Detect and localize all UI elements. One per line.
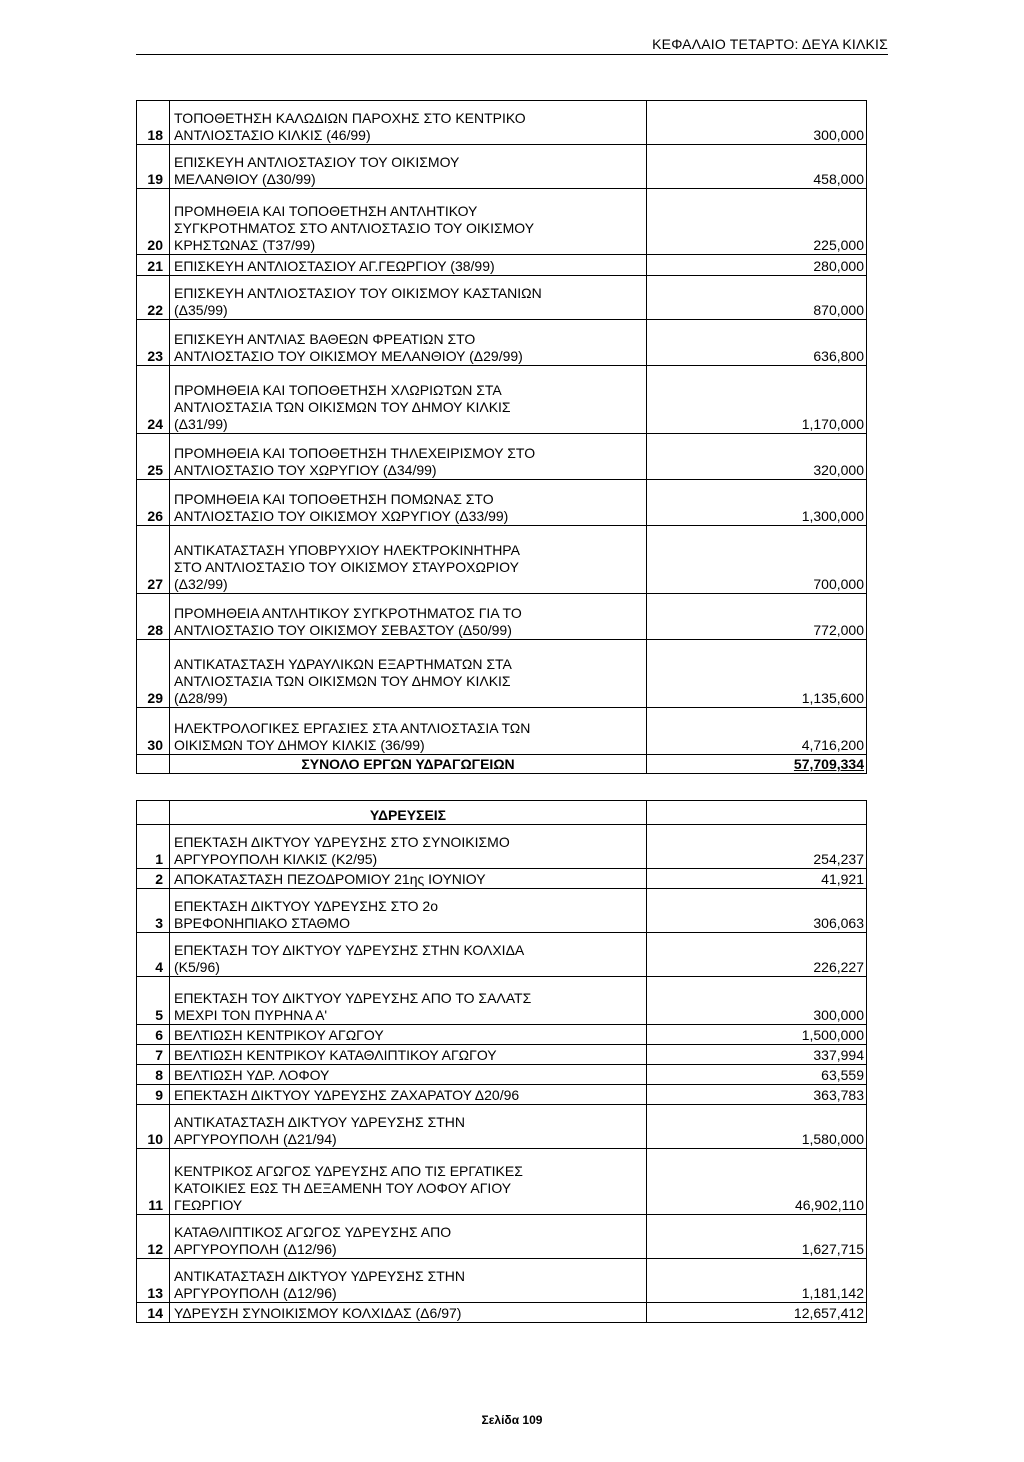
row-number: 24 [137,366,170,434]
row-number: 14 [137,1303,170,1323]
row-amount: 300,000 [647,977,867,1025]
row-number: 27 [137,526,170,594]
row-number: 21 [137,255,170,276]
table-row [137,189,867,255]
row-number: 4 [137,933,170,977]
row-amount: 772,000 [647,594,867,640]
row-number: 13 [137,1259,170,1303]
table-row [137,434,867,480]
row-number: 2 [137,869,170,889]
row-description: ΚΕΝΤΡΙΚΟΣ ΑΓΩΓΟΣ ΥΔΡΕΥΣΗΣ ΑΠΟ ΤΙΣ ΕΡΓΑΤΙΚΕΣ ΚΑΤΟΙΚΙΕΣ ΕΩΣ ΤΗ ΔΕΞΑΜΕΝΗ ΤΟΥ ΛΟΦΟΥ ΑΓΙΟΥ ΓΕΩΡΓΙΟΥ [170,1149,647,1215]
row-number: 30 [137,708,170,755]
row-number: 19 [137,145,170,189]
row-description: ΠΡΟΜΗΘΕΙΑ ΚΑΙ ΤΟΠΟΘΕΤΗΣΗ ΧΛΩΡΙΩΤΩΝ ΣΤΑ ΑΝΤΛΙΟΣΤΑΣΙΑ ΤΩΝ ΟΙΚΙΣΜΩΝ ΤΟΥ ΔΗΜΟΥ ΚΙΛΚΙΣ (Δ31/99) [170,366,647,434]
row-number: 3 [137,889,170,933]
table-row [137,977,867,1025]
table-row [137,869,867,889]
table-row [137,1105,867,1149]
row-amount: 1,500,000 [647,1025,867,1045]
row-description: ΕΠΙΣΚΕΥΗ ΑΝΤΛΙΑΣ ΒΑΘΕΩΝ ΦΡΕΑΤΙΩΝ ΣΤΟ ΑΝΤΛΙΟΣΤΑΣΙΟ ΤΟΥ ΟΙΚΙΣΜΟΥ ΜΕΛΑΝΘΙΟΥ (Δ29/99) [170,320,647,366]
table-row [137,825,867,869]
table-row [137,1259,867,1303]
chapter-header: ΚΕΦΑΛΑΙΟ ΤΕΤΑΡΤΟ: ΔΕΥΑ ΚΙΛΚΙΣ [652,36,888,52]
row-amount: 1,627,715 [647,1215,867,1259]
row-description: ΕΠΕΚΤΑΣΗ ΤΟΥ ΔΙΚΤΥΟΥ ΥΔΡΕΥΣΗΣ ΑΠΟ ΤΟ ΣΑΛΑΤΣ ΜΕΧΡΙ ΤΟΝ ΠΥΡΗΝΑ Α' [170,977,647,1025]
table-row [137,480,867,526]
row-description: ΠΡΟΜΗΘΕΙΑ ΑΝΤΛΗΤΙΚΟΥ ΣΥΓΚΡΟΤΗΜΑΤΟΣ ΓΙΑ ΤΟ ΑΝΤΛΙΟΣΤΑΣΙΟ ΤΟΥ ΟΙΚΙΣΜΟΥ ΣΕΒΑΣΤΟΥ (Δ50/99) [170,594,647,640]
table-row [137,640,867,708]
row-number: 11 [137,1149,170,1215]
row-description: ΗΛΕΚΤΡΟΛΟΓΙΚΕΣ ΕΡΓΑΣΙΕΣ ΣΤΑ ΑΝΤΛΙΟΣΤΑΣΙΑ ΤΩΝ ΟΙΚΙΣΜΩΝ ΤΟΥ ΔΗΜΟΥ ΚΙΛΚΙΣ (36/99) [170,708,647,755]
row-amount: 700,000 [647,526,867,594]
row-number: 29 [137,640,170,708]
table-row [137,1085,867,1105]
row-description: ΕΠΙΣΚΕΥΗ ΑΝΤΛΙΟΣΤΑΣΙΟΥ ΤΟΥ ΟΙΚΙΣΜΟΥ ΚΑΣΤΑΝΙΩΝ (Δ35/99) [170,276,647,320]
row-amount: 458,000 [647,145,867,189]
total-label: ΣΥΝΟΛΟ ΕΡΓΩΝ ΥΔΡΑΓΩΓΕΙΩΝ [170,755,647,774]
row-description: ΒΕΛΤΙΩΣΗ ΚΕΝΤΡΙΚΟΥ ΚΑΤΑΘΛΙΠΤΙΚΟΥ ΑΓΩΓΟΥ [170,1045,647,1065]
row-amount: 636,800 [647,320,867,366]
table-row [137,1065,867,1085]
row-amount: 225,000 [647,189,867,255]
row-description: ΑΝΤΙΚΑΤΑΣΤΑΣΗ ΥΠΟΒΡΥΧΙΟΥ ΗΛΕΚΤΡΟΚΙΝΗΤΗΡΑ ΣΤΟ ΑΝΤΛΙΟΣΤΑΣΙΟ ΤΟΥ ΟΙΚΙΣΜΟΥ ΣΤΑΥΡΟΧΩΡΙΟΥ (Δ32/99) [170,526,647,594]
section-amount-cell [647,801,867,825]
table-row [137,145,867,189]
row-description: ΤΟΠΟΘΕΤΗΣΗ ΚΑΛΩΔΙΩΝ ΠΑΡΟΧΗΣ ΣΤΟ ΚΕΝΤΡΙΚΟ ΑΝΤΛΙΟΣΤΑΣΙΟ ΚΙΛΚΙΣ (46/99) [170,101,647,145]
row-number: 28 [137,594,170,640]
row-amount: 337,994 [647,1045,867,1065]
row-description: ΥΔΡΕΥΣΗ ΣΥΝΟΙΚΙΣΜΟΥ ΚΟΛΧΙΔΑΣ (Δ6/97) [170,1303,647,1323]
row-number: 18 [137,101,170,145]
row-number: 23 [137,320,170,366]
header-rule [136,54,888,55]
row-amount: 1,580,000 [647,1105,867,1149]
row-amount: 41,921 [647,869,867,889]
row-description: ΑΝΤΙΚΑΤΑΣΤΑΣΗ ΔΙΚΤΥΟΥ ΥΔΡΕΥΣΗΣ ΣΤΗΝ ΑΡΓΥΡΟΥΠΟΛΗ (Δ12/96) [170,1259,647,1303]
row-description: ΕΠΙΣΚΕΥΗ ΑΝΤΛΙΟΣΤΑΣΙΟΥ ΤΟΥ ΟΙΚΙΣΜΟΥ ΜΕΛΑΝΘΙΟΥ (Δ30/99) [170,145,647,189]
section-title: ΥΔΡΕΥΣΕΙΣ [170,801,647,825]
table-row [137,101,867,145]
row-description: ΕΠΕΚΤΑΣΗ ΔΙΚΤΥΟΥ ΥΔΡΕΥΣΗΣ ΣΤΟ 2ο ΒΡΕΦΟΝΗΠΙΑΚΟ ΣΤΑΘΜΟ [170,889,647,933]
row-number: 8 [137,1065,170,1085]
water-supply-works-table [136,100,867,774]
total-row [137,755,867,774]
row-amount: 1,300,000 [647,480,867,526]
row-amount: 1,181,142 [647,1259,867,1303]
row-number: 12 [137,1215,170,1259]
table-row [137,933,867,977]
row-description: ΑΝΤΙΚΑΤΑΣΤΑΣΗ ΔΙΚΤΥΟΥ ΥΔΡΕΥΣΗΣ ΣΤΗΝ ΑΡΓΥΡΟΥΠΟΛΗ (Δ21/94) [170,1105,647,1149]
row-number: 5 [137,977,170,1025]
table-row [137,366,867,434]
row-amount: 363,783 [647,1085,867,1105]
water-networks-table [136,800,867,1323]
table-row [137,1045,867,1065]
row-amount: 226,227 [647,933,867,977]
row-amount: 1,170,000 [647,366,867,434]
table-row [137,255,867,276]
row-number: 10 [137,1105,170,1149]
table-row [137,526,867,594]
row-description: ΚΑΤΑΘΛΙΠΤΙΚΟΣ ΑΓΩΓΟΣ ΥΔΡΕΥΣΗΣ ΑΠΟ ΑΡΓΥΡΟΥΠΟΛΗ (Δ12/96) [170,1215,647,1259]
table-row [137,594,867,640]
row-description: ΑΠΟΚΑΤΑΣΤΑΣΗ ΠΕΖΟΔΡΟΜΙΟΥ 21ης ΙΟΥΝΙΟΥ [170,869,647,889]
row-amount: 306,063 [647,889,867,933]
section-header-row [137,801,867,825]
row-amount: 254,237 [647,825,867,869]
page-number: Σελίδα 109 [481,1413,543,1427]
row-amount: 46,902,110 [647,1149,867,1215]
row-number: 26 [137,480,170,526]
section-num-cell [137,801,170,825]
table-row [137,1215,867,1259]
row-description: ΒΕΛΤΙΩΣΗ ΥΔΡ. ΛΟΦΟΥ [170,1065,647,1085]
row-number: 7 [137,1045,170,1065]
row-number: 9 [137,1085,170,1105]
row-amount: 4,716,200 [647,708,867,755]
table-row [137,1025,867,1045]
row-description: ΒΕΛΤΙΩΣΗ ΚΕΝΤΡΙΚΟΥ ΑΓΩΓΟΥ [170,1025,647,1045]
row-description: ΕΠΙΣΚΕΥΗ ΑΝΤΛΙΟΣΤΑΣΙΟΥ ΑΓ.ΓΕΩΡΓΙΟΥ (38/99) [170,255,647,276]
row-description: ΕΠΕΚΤΑΣΗ ΔΙΚΤΥΟΥ ΥΔΡΕΥΣΗΣ ΖΑΧΑΡΑΤΟΥ Δ20/96 [170,1085,647,1105]
table-row [137,1303,867,1323]
row-description: ΠΡΟΜΗΘΕΙΑ ΚΑΙ ΤΟΠΟΘΕΤΗΣΗ ΤΗΛΕΧΕΙΡΙΣΜΟΥ ΣΤΟ ΑΝΤΛΙΟΣΤΑΣΙΟ ΤΟΥ ΧΩΡΥΓΙΟΥ (Δ34/99) [170,434,647,480]
row-amount: 1,135,600 [647,640,867,708]
row-number: 25 [137,434,170,480]
row-description: ΠΡΟΜΗΘΕΙΑ ΚΑΙ ΤΟΠΟΘΕΤΗΣΗ ΑΝΤΛΗΤΙΚΟΥ ΣΥΓΚΡΟΤΗΜΑΤΟΣ ΣΤΟ ΑΝΤΛΙΟΣΤΑΣΙΟ ΤΟΥ ΟΙΚΙΣΜΟΥ ΚΡΗΣΤΩΝΑΣ (Τ37/99) [170,189,647,255]
table-row [137,889,867,933]
row-amount: 280,000 [647,255,867,276]
total-num-cell [137,755,170,774]
row-description: ΕΠΕΚΤΑΣΗ ΔΙΚΤΥΟΥ ΥΔΡΕΥΣΗΣ ΣΤΟ ΣΥΝΟΙΚΙΣΜΟ ΑΡΓΥΡΟΥΠΟΛΗ ΚΙΛΚΙΣ (Κ2/95) [170,825,647,869]
row-number: 6 [137,1025,170,1045]
row-number: 20 [137,189,170,255]
table-row [137,276,867,320]
row-description: ΕΠΕΚΤΑΣΗ ΤΟΥ ΔΙΚΤΥΟΥ ΥΔΡΕΥΣΗΣ ΣΤΗΝ ΚΟΛΧΙΔΑ (Κ5/96) [170,933,647,977]
row-amount: 12,657,412 [647,1303,867,1323]
row-number: 1 [137,825,170,869]
row-amount: 870,000 [647,276,867,320]
row-description: ΑΝΤΙΚΑΤΑΣΤΑΣΗ ΥΔΡΑΥΛΙΚΩΝ ΕΞΑΡΤΗΜΑΤΩΝ ΣΤΑ ΑΝΤΛΙΟΣΤΑΣΙΑ ΤΩΝ ΟΙΚΙΣΜΩΝ ΤΟΥ ΔΗΜΟΥ ΚΙΛΚΙΣ (Δ28/99) [170,640,647,708]
row-amount: 300,000 [647,101,867,145]
table-row [137,320,867,366]
total-amount: 57,709,334 [647,755,867,774]
row-amount: 63,559 [647,1065,867,1085]
row-amount: 320,000 [647,434,867,480]
row-description: ΠΡΟΜΗΘΕΙΑ ΚΑΙ ΤΟΠΟΘΕΤΗΣΗ ΠΟΜΩΝΑΣ ΣΤΟ ΑΝΤΛΙΟΣΤΑΣΙΟ ΤΟΥ ΟΙΚΙΣΜΟΥ ΧΩΡΥΓΙΟΥ (Δ33/99) [170,480,647,526]
row-number: 22 [137,276,170,320]
table-row [137,1149,867,1215]
table-row [137,708,867,755]
